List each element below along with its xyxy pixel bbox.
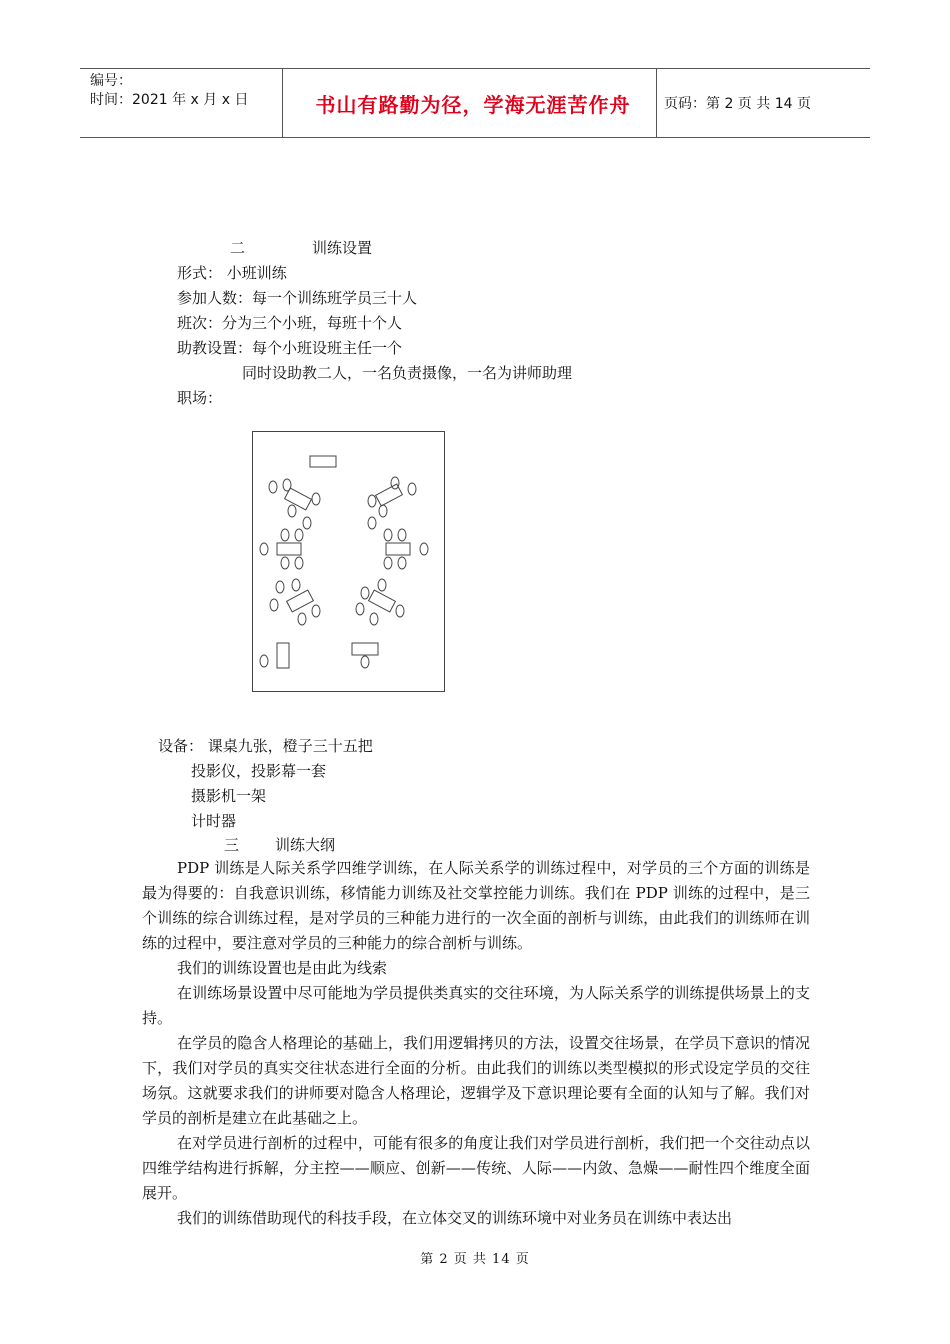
chair (384, 529, 392, 541)
lectern (310, 456, 336, 467)
chair (312, 605, 320, 617)
chair (420, 543, 428, 555)
chair (281, 557, 289, 569)
chair (408, 483, 416, 495)
desk (285, 488, 312, 510)
header-meta (90, 72, 248, 110)
assistants-line-2: 同时设助教二人，一名负责摄像，一名为讲师助理 (242, 364, 573, 382)
doc-time-label: 时间：2021 年 x 月 x 日 (90, 92, 249, 108)
chair (276, 581, 284, 593)
page-footer: 第 2 页 共 14 页 (420, 1252, 530, 1267)
chair (391, 477, 399, 489)
chair (260, 655, 268, 667)
chair (270, 599, 278, 611)
desk (386, 543, 410, 555)
chair (312, 493, 320, 505)
equipment-line-3: 摄影机一架 (191, 787, 267, 805)
section3-number: 三 (224, 836, 240, 854)
page-header (80, 68, 870, 138)
body-paragraph: 在对学员进行剖析的过程中，可能有很多的角度让我们对学员进行剖析，我们把一个交往动点以四维学结构进行拆解，分主控——顺应、创新——传统、人际——内敛、急燥——耐性四个维度全面展开。 (142, 1134, 810, 1202)
chair (269, 481, 277, 493)
chair (298, 613, 306, 625)
chair (292, 579, 300, 591)
participants-line: 参加人数：每一个训练班学员三十人 (177, 289, 418, 307)
room-layout-diagram (252, 431, 446, 693)
chair (378, 579, 386, 591)
chair (398, 529, 406, 541)
chair (396, 605, 404, 617)
classes-line: 班次：分为三个小班，每班十个人 (177, 314, 403, 332)
desk (369, 590, 396, 612)
body-paragraph: 在学员的隐含人格理论的基础上，我们用逻辑拷贝的方法，设置交往场景，在学员下意识的情况下，我们对学员的真实交往状态进行全面的分析。由此我们的训练以类型模拟的形式设定学员的交往场氛。这就要求我们的讲师要对隐含人格理论，逻辑学及下意识理论要有全面的认知与了解。我们对学员的剖析是建立在此基础之上。 (142, 1034, 810, 1127)
chair (361, 656, 369, 668)
equipment-line-2: 投影仪，投影幕一套 (191, 762, 327, 780)
section2-number: 二 (230, 239, 246, 257)
chair (281, 529, 289, 541)
chair (260, 543, 268, 555)
desk (376, 484, 403, 506)
chair (288, 505, 296, 517)
chair (295, 529, 303, 541)
form-line: 形式： 小班训练 (177, 264, 287, 282)
chair (384, 557, 392, 569)
chair (356, 603, 364, 615)
chair (361, 587, 369, 599)
doc-number-label: 编号： (90, 73, 132, 89)
equipment-line-1: 设备： 课桌九张，橙子三十五把 (158, 737, 373, 755)
body-paragraph: 我们的训练借助现代的科技手段，在立体交叉的训练环境中对业务员在训练中表达出 (177, 1209, 733, 1227)
header-motto: 书山有路勤为径，学海无涯苦作舟 (315, 93, 631, 117)
chair (370, 613, 378, 625)
chair (295, 557, 303, 569)
body-paragraph: PDP 训练是人际关系学四维学训练，在人际关系学的训练过程中，对学员的三个方面的训练是最为得要的：自我意识训练，移情能力训练及社交掌控能力训练。我们在 PDP 训练的过程中，是三个训练的综合训练过程，是对学员的三种能力进行的一次全面的剖析与训练，由此我们的训练师在训练的过程中，要注意对学员的三种能力的综合剖析与训练。 (142, 859, 810, 952)
desk (287, 590, 314, 612)
header-divider (656, 69, 657, 137)
body-paragraph: 在训练场景设置中尽可能地为学员提供类真实的交往环境，为人际关系学的训练提供场景上的支持。 (142, 984, 810, 1027)
camera-stand (277, 643, 289, 668)
chair (283, 479, 291, 491)
chair (398, 557, 406, 569)
chair (303, 517, 311, 529)
venue-label: 职场： (177, 389, 223, 407)
header-page-number: 页码：第 2 页 共 14 页 (664, 96, 811, 112)
chair (379, 505, 387, 517)
section2-title: 训练设置 (312, 239, 373, 257)
assistants-line: 助教设置：每个小班设班主任一个 (177, 339, 403, 357)
chair (368, 517, 376, 529)
timer-desk (352, 643, 378, 655)
chair (368, 495, 376, 507)
equipment-line-4: 计时器 (191, 812, 237, 830)
body-paragraph: 我们的训练设置也是由此为线索 (177, 959, 388, 977)
desk (277, 543, 301, 555)
section3-title: 训练大纲 (275, 836, 336, 854)
